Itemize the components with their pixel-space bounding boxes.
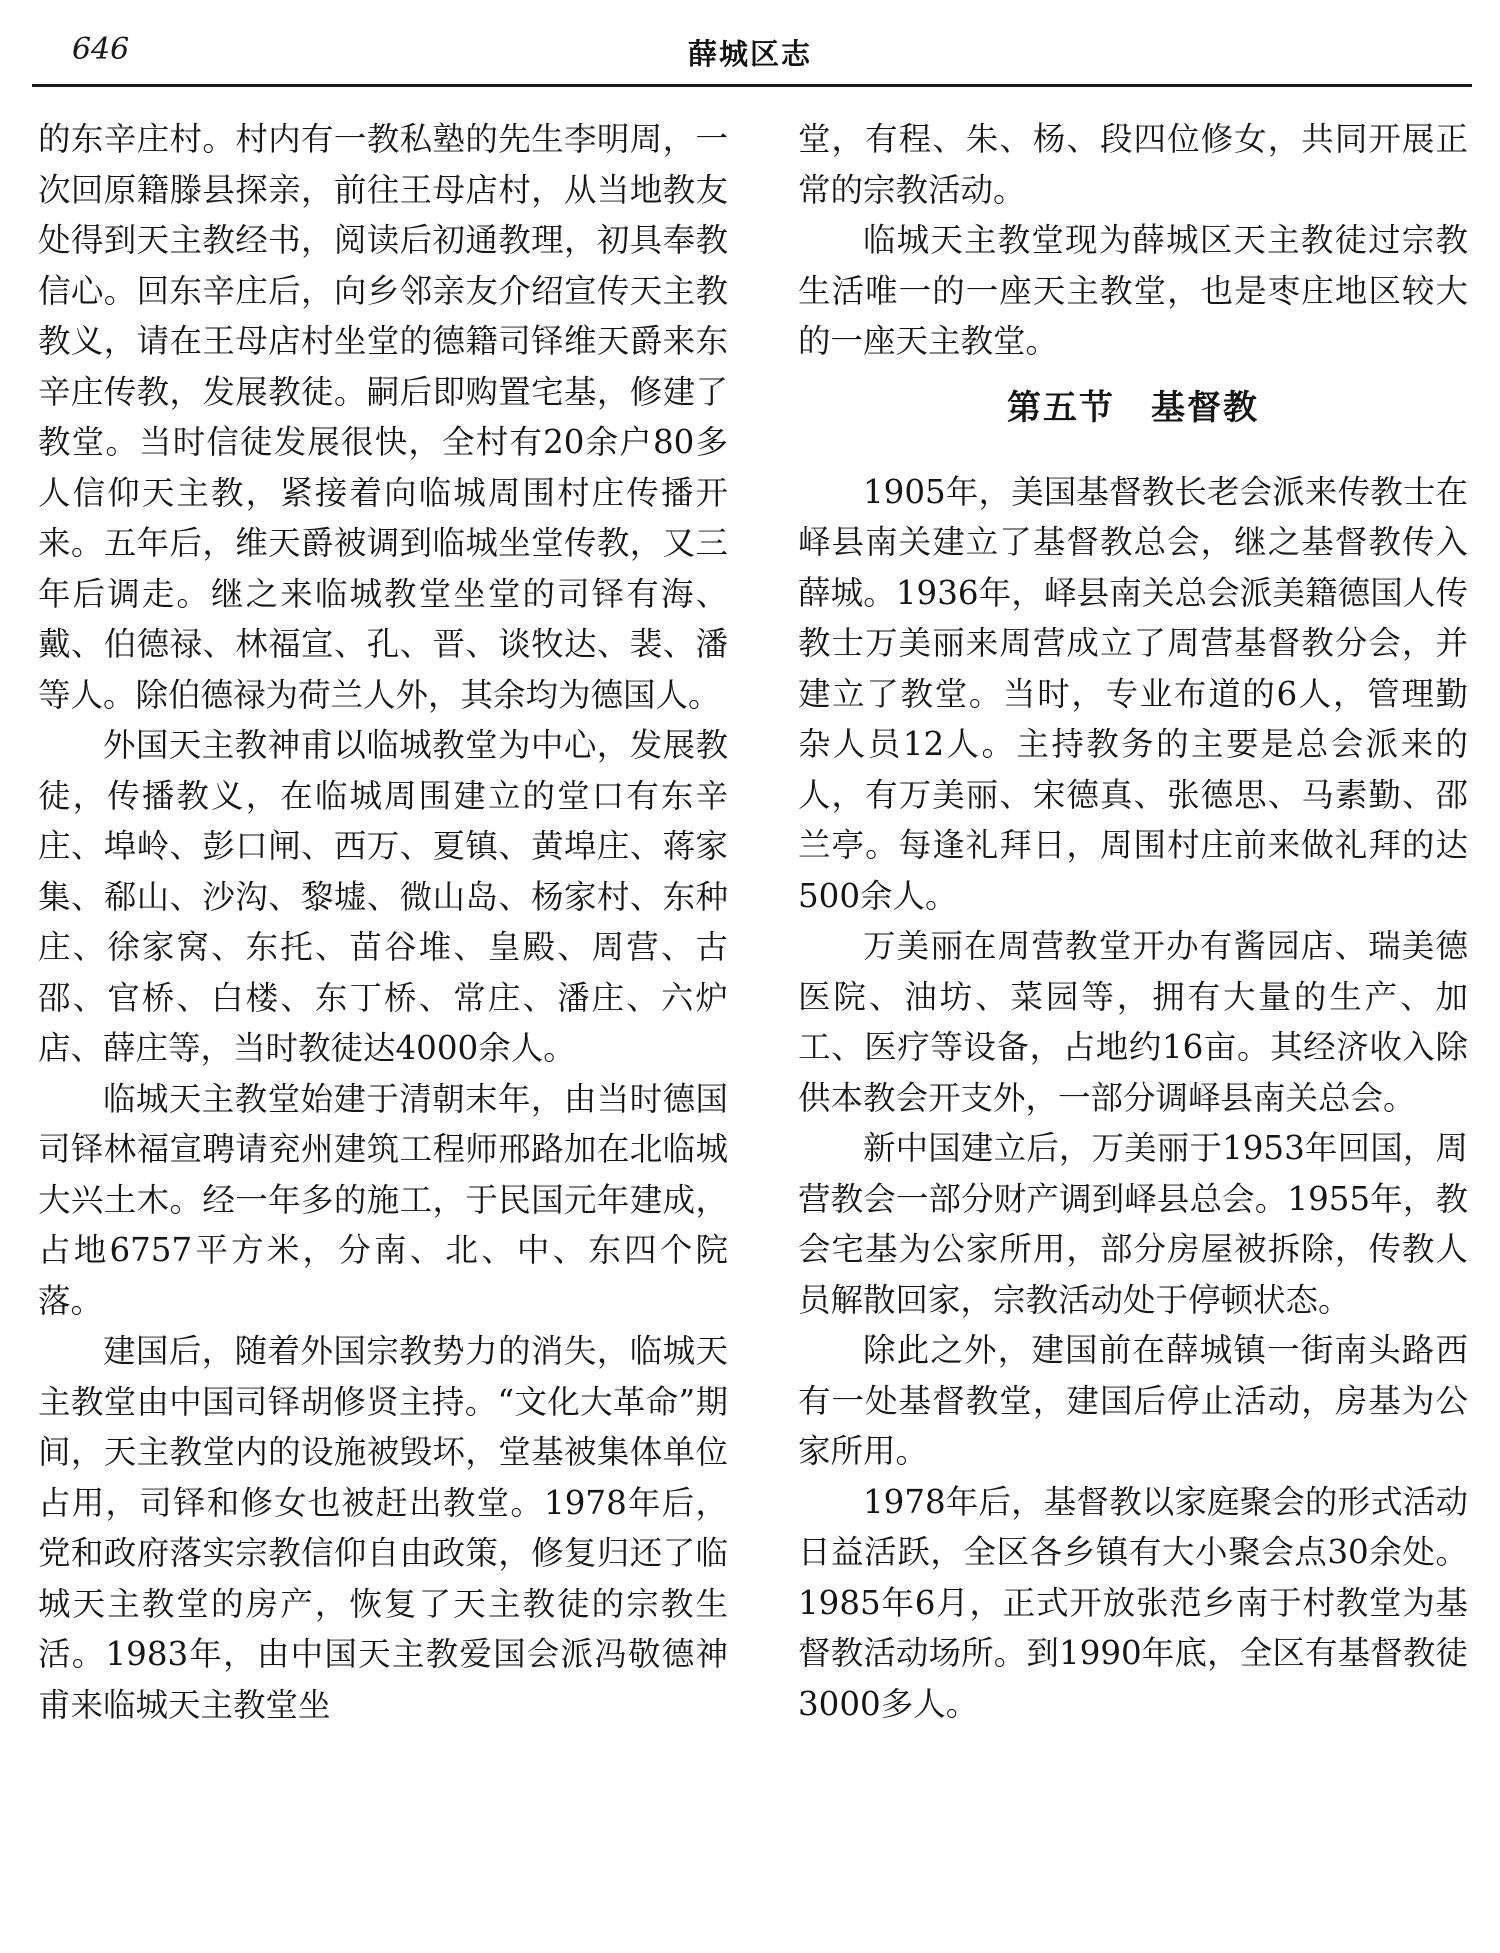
page-header <box>30 20 1470 80</box>
running-title: 薛城区志 <box>687 37 812 71</box>
section-heading: 第五节 基督教 <box>1007 387 1259 428</box>
header-rule <box>32 84 1472 87</box>
paragraph: 外国天主教神甫以临城教堂为中心，发展教徒，传播教义，在临城周围建立的堂口有东辛庄、埠岭、彭口闸、西万、夏镇、黄埠庄、蒋家集、郗山、沙沟、黎墟、微山岛、杨家村、东种庄、徐家窝、东托、苗谷堆、皇殿、周营、古邵、官桥、白楼、东丁桥、常庄、潘庄、六炉店、薛庄等，当时教徒达4000余人。 <box>38 726 728 1067</box>
paragraph-continuation: 的东辛庄村。村内有一教私塾的先生李明周，一次回原籍滕县探亲，前往王母店村，从当地教友处得到天主教经书，阅读后初通教理，初具奉教信心。回东辛庄后，向乡邻亲友介绍宣传天主教教义，请在王母店村坐堂的德籍司铎维天爵来东辛庄传教，发展教徒。嗣后即购置宅基，修建了教堂。当时信徒发展很快，全村有20余户80多人信仰天主教，紧接着向临城周围村庄传播开来。五年后，维天爵被调到临城坐堂传教，又三年后调走。继之来临城教堂坐堂的司铎有海、戴、伯德禄、林福宣、孔、晋、谈牧达、裴、潘等人。除伯德禄为荷兰人外，其余均为德国人。 <box>38 120 728 714</box>
page-number: 646 <box>72 32 130 67</box>
paragraph-continuation: 堂，有程、朱、杨、段四位修女，共同开展正常的宗教活动。 <box>798 120 1468 209</box>
paragraph: 临城天主教堂始建于清朝末年，由当时德国司铎林福宣聘请兖州建筑工程师邢路加在北临城大兴土木。经一年多的施工，于民国元年建成，占地6757平方米，分南、北、中、东四个院落。 <box>38 1079 728 1320</box>
paragraph: 除此之外，建国前在薛城镇一街南头路西有一处基督教堂，建国后停止活动，房基为公家所用。 <box>798 1331 1468 1470</box>
paragraph: 1978年后，基督教以家庭聚会的形式活动日益活跃，全区各乡镇有大小聚会点30余处。1985年6月，正式开放张范乡南于村教堂为基督教活动场所。到1990年底，全区有基督教徒3000多人。 <box>798 1482 1468 1723</box>
right-column <box>798 114 1468 1729</box>
paragraph: 临城天主教堂现为薛城区天主教徒过宗教生活唯一的一座天主教堂，也是枣庄地区较大的一座天主教堂。 <box>798 221 1468 360</box>
left-column <box>38 114 728 1730</box>
paragraph: 建国后，随着外国宗教势力的消失，临城天主教堂由中国司铎胡修贤主持。“文化大革命”期间，天主教堂内的设施被毁坏，堂基被集体单位占用，司铎和修女也被赶出教堂。1978年后，党和政府落实宗教信仰自由政策，修复归还了临城天主教堂的房产，恢复了天主教徒的宗教生活。1983年，由中国天主教爱国会派冯敬德神甫来临城天主教堂坐 <box>38 1332 728 1724</box>
paragraph: 万美丽在周营教堂开办有酱园店、瑞美德医院、油坊、菜园等，拥有大量的生产、加工、医疗等设备，占地约16亩。其经济收入除供本教会开支外，一部分调峄县南关总会。 <box>798 927 1468 1117</box>
paragraph: 1905年，美国基督教长老会派来传教士在峄县南关建立了基督教总会，继之基督教传入薛城。1936年，峄县南关总会派美籍德国人传教士万美丽来周营成立了周营基督教分会，并建立了教堂。当时，专业布道的6人，管理勤杂人员12人。主持教务的主要是总会派来的人，有万美丽、宋德真、张德思、马素勤、邵兰亭。每逢礼拜日，周围村庄前来做礼拜的达500余人。 <box>798 472 1468 915</box>
paragraph: 新中国建立后，万美丽于1953年回国，周营教会一部分财产调到峄县总会。1955年，教会宅基为公家所用，部分房屋被拆除，传教人员解散回家，宗教活动处于停顿状态。 <box>798 1129 1468 1319</box>
